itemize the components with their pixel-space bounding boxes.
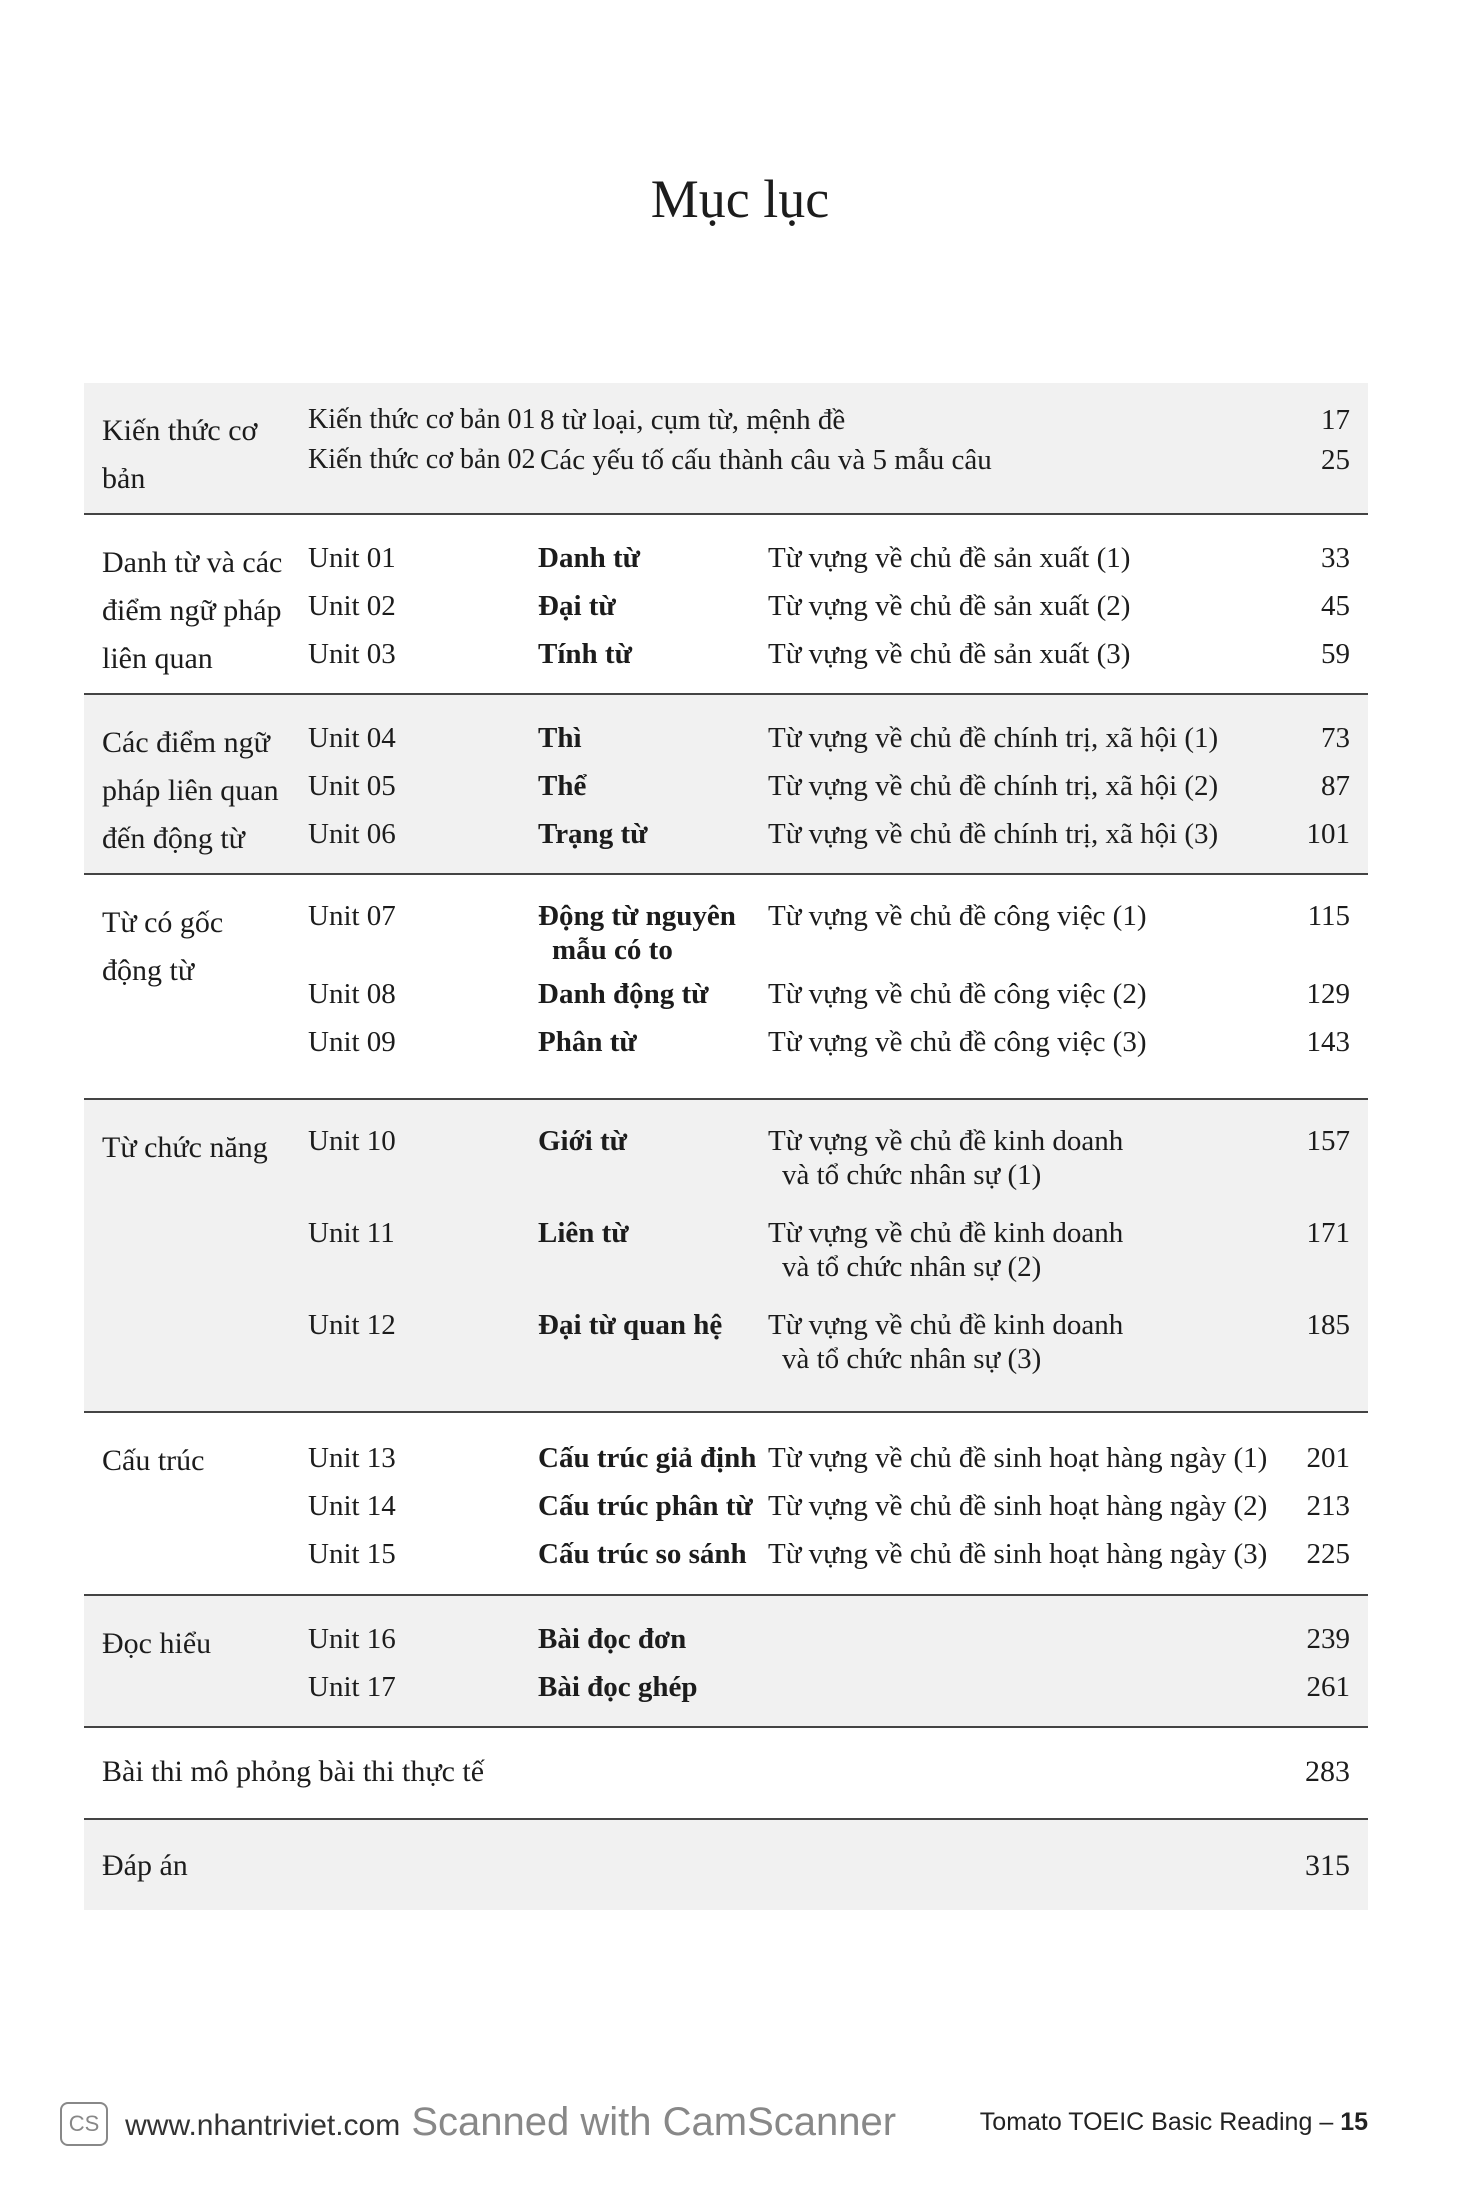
topic-title: Danh động từ: [538, 978, 709, 1010]
page-number: 157: [1306, 1125, 1350, 1157]
topic-desc: Các yếu tố cấu thành câu và 5 mẫu câu: [540, 444, 992, 476]
page-number: 45: [1321, 590, 1350, 622]
unit-label: Unit 09: [308, 1026, 396, 1058]
toc-section-verbs: [84, 693, 1368, 873]
page-number: 59: [1321, 638, 1350, 670]
page-number: 213: [1306, 1490, 1350, 1522]
topic-desc: Từ vựng về chủ đề công việc (1): [768, 900, 1147, 932]
topic-title: Giới từ: [538, 1125, 628, 1157]
toc-row[interactable]: [102, 443, 1350, 477]
toc-section-nouns: [84, 513, 1368, 693]
page-number: 25: [1321, 444, 1350, 476]
topic-desc-line2: và tổ chức nhân sự (3): [782, 1343, 1042, 1375]
unit-label: Unit 11: [308, 1217, 395, 1249]
section-category: Các điểm ngữ pháp liên quan đến động từ: [102, 726, 279, 855]
topic-title: Thì: [538, 722, 582, 754]
footer-page-number: 15: [1340, 2108, 1368, 2136]
page-number: 225: [1306, 1538, 1350, 1570]
page-number: 171: [1306, 1217, 1350, 1249]
topic-desc-line1: Từ vựng về chủ đề kinh doanh: [768, 1125, 1124, 1157]
book-title: Tomato TOEIC Basic Reading: [979, 2108, 1313, 2136]
toc-section-answers[interactable]: [84, 1818, 1368, 1910]
page-number: 101: [1306, 818, 1350, 850]
topic-title: Cấu trúc so sánh: [538, 1538, 747, 1570]
toc-section-reading: [84, 1594, 1368, 1726]
topic-title: Trạng từ: [538, 818, 648, 850]
page-number: 129: [1306, 978, 1350, 1010]
topic-title: Bài đọc đơn: [538, 1623, 687, 1655]
page-number: 17: [1321, 404, 1350, 436]
toc-section-basics: [84, 383, 1368, 513]
scanner-watermark: Scanned with CamScanner: [411, 2100, 897, 2144]
topic-desc: Từ vựng về chủ đề chính trị, xã hội (1): [768, 722, 1219, 754]
topic-desc: Từ vựng về chủ đề công việc (3): [768, 1026, 1147, 1058]
topic-desc: Từ vựng về chủ đề sản xuất (1): [768, 542, 1131, 574]
topic-title: Tính từ: [538, 638, 632, 670]
mock-test-label: Bài thi mô phỏng bài thi thực tế: [102, 1755, 485, 1788]
page-number: 185: [1306, 1309, 1350, 1341]
topic-title: Đại từ quan hệ: [538, 1309, 723, 1341]
unit-label: Unit 14: [308, 1490, 396, 1522]
unit-label: Unit 01: [308, 542, 396, 574]
unit-label: Unit 13: [308, 1442, 396, 1474]
page-number: 73: [1321, 722, 1350, 754]
section-category: Từ chức năng: [102, 1131, 268, 1164]
page-number: 261: [1306, 1671, 1350, 1703]
page-title: Mục lục: [650, 169, 830, 229]
camscanner-logo: CS: [60, 2102, 108, 2146]
topic-title: Cấu trúc giả định: [538, 1442, 757, 1474]
topic-desc: Từ vựng về chủ đề công việc (2): [768, 978, 1147, 1010]
toc-row[interactable]: [102, 403, 1350, 437]
topic-title-line1: Động từ nguyên: [538, 900, 736, 932]
toc-row[interactable]: [102, 1308, 1350, 1376]
section-category: Danh từ và các điểm ngữ pháp liên quan: [102, 546, 283, 675]
topic-title: Phân từ: [538, 1026, 637, 1058]
section-category: Đọc hiểu: [102, 1627, 212, 1660]
topic-title: Liên từ: [538, 1217, 629, 1249]
footer-watermark: [60, 2100, 896, 2146]
topic-desc: Từ vựng về chủ đề sản xuất (3): [768, 638, 1131, 670]
page-number: 315: [1305, 1849, 1350, 1882]
toc-row[interactable]: [102, 1025, 1350, 1059]
unit-label: Unit 02: [308, 590, 396, 622]
toc-row[interactable]: [102, 899, 1350, 967]
toc-row[interactable]: [102, 1670, 1350, 1704]
toc-row[interactable]: [102, 1489, 1350, 1523]
section-category: Từ có gốc động từ: [102, 906, 224, 987]
topic-desc: 8 từ loại, cụm từ, mệnh đề: [540, 404, 846, 436]
unit-label: Unit 06: [308, 818, 396, 850]
topic-desc: Từ vựng về chủ đề sinh hoạt hàng ngày (3): [768, 1538, 1268, 1570]
unit-label: Unit 15: [308, 1538, 396, 1570]
topic-title: [538, 899, 768, 967]
toc-section-structures: [84, 1411, 1368, 1594]
section-category: Cấu trúc: [102, 1444, 205, 1477]
topic-desc-line1: Từ vựng về chủ đề kinh doanh: [768, 1309, 1124, 1341]
toc-section-mock-test[interactable]: [84, 1726, 1368, 1818]
toc-row[interactable]: [102, 977, 1350, 1011]
topic-desc-line2: và tổ chức nhân sự (1): [782, 1159, 1042, 1191]
table-of-contents: [84, 383, 1368, 1910]
answers-label: Đáp án: [102, 1849, 188, 1882]
toc-row[interactable]: [102, 1537, 1350, 1571]
page-number: 115: [1307, 900, 1350, 932]
topic-desc: [768, 1216, 1270, 1284]
topic-desc-line2: và tổ chức nhân sự (2): [782, 1251, 1042, 1283]
topic-title: Danh từ: [538, 542, 641, 574]
unit-label: Unit 04: [308, 722, 396, 754]
unit-label: Unit 16: [308, 1623, 396, 1655]
page-number: 283: [1305, 1755, 1350, 1788]
topic-title: Cấu trúc phân từ: [538, 1490, 753, 1522]
topic-desc: [768, 1308, 1270, 1376]
unit-label: Kiến thức cơ bản 01: [308, 404, 536, 435]
topic-title: Bài đọc ghép: [538, 1671, 698, 1703]
page-number: 201: [1306, 1442, 1350, 1474]
topic-desc: Từ vựng về chủ đề sinh hoạt hàng ngày (2): [768, 1490, 1268, 1522]
topic-title: Đại từ: [538, 590, 616, 622]
topic-desc: [768, 1124, 1270, 1192]
footer-book-info: [980, 2108, 1368, 2137]
unit-label: Unit 10: [308, 1125, 396, 1157]
footer-separator: –: [1319, 2108, 1334, 2136]
page-number: 143: [1306, 1026, 1350, 1058]
topic-desc: Từ vựng về chủ đề sinh hoạt hàng ngày (1): [768, 1442, 1268, 1474]
topic-desc: Từ vựng về chủ đề chính trị, xã hội (2): [768, 770, 1219, 802]
topic-title: Thể: [538, 770, 587, 802]
toc-row[interactable]: [102, 1216, 1350, 1284]
topic-title-line2: mẫu có to: [552, 934, 673, 966]
unit-label: Unit 12: [308, 1309, 396, 1341]
page-number: 33: [1321, 542, 1350, 574]
page-number: 87: [1321, 770, 1350, 802]
unit-label: Unit 05: [308, 770, 396, 802]
unit-label: Unit 17: [308, 1671, 396, 1703]
unit-label: Unit 08: [308, 978, 396, 1010]
page-number: 239: [1306, 1623, 1350, 1655]
topic-desc-line1: Từ vựng về chủ đề kinh doanh: [768, 1217, 1124, 1249]
unit-label: Unit 07: [308, 900, 396, 932]
toc-section-verb-derived: [84, 873, 1368, 1098]
section-category: Kiến thức cơ bản: [102, 414, 258, 495]
unit-label: Unit 03: [308, 638, 396, 670]
toc-section-function-words: [84, 1098, 1368, 1411]
website-url: www.nhantriviet.com: [125, 2109, 401, 2142]
unit-label: Kiến thức cơ bản 02: [308, 444, 536, 475]
topic-desc: Từ vựng về chủ đề sản xuất (2): [768, 590, 1131, 622]
topic-desc: Từ vựng về chủ đề chính trị, xã hội (3): [768, 818, 1219, 850]
